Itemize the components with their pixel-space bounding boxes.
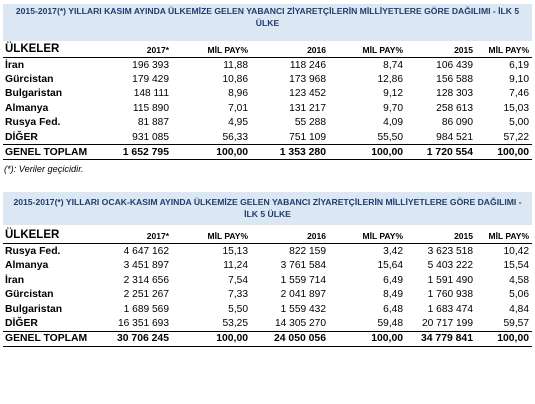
visitors-2016-cell: 1 559 714 (280, 274, 326, 286)
table2-total-row (3, 331, 532, 347)
table1 (0, 41, 535, 160)
visitors-2016-cell: 3 761 584 (280, 260, 326, 272)
visitors-2016-cell: 55 288 (294, 117, 326, 129)
col-header-2016: 2016 (307, 231, 326, 242)
share-2015-cell: 15,03 (503, 102, 529, 114)
share-2015-cell: 7,46 (509, 88, 529, 100)
visitors-2017-cell: 2 314 656 (123, 274, 169, 286)
table1-body (0, 58, 535, 144)
visitors-2015-cell: 1 591 490 (427, 274, 473, 286)
share-2017-cell: 8,96 (228, 88, 248, 100)
visitors-2015-cell: 258 613 (436, 102, 473, 114)
visitors-2016-cell: 2 041 897 (280, 289, 326, 301)
share-2015-cell: 4,58 (509, 274, 529, 286)
visitors-2017-cell: 196 393 (132, 59, 169, 71)
table1-title (3, 4, 532, 41)
total-label: GENEL TOPLAM (5, 333, 88, 345)
col-header-share-2017: MİL PAY% (207, 45, 248, 55)
visitors-2015-cell: 3 623 518 (427, 246, 473, 258)
visitors-2017-cell: 16 351 693 (118, 317, 169, 329)
share-2017-cell: 53,25 (222, 317, 248, 329)
table-row (3, 101, 532, 115)
visitors-2015-cell: 20 717 199 (422, 317, 473, 329)
country-cell: Bulgaristan (5, 88, 63, 100)
col-header-share-2017: MİL PAY% (207, 231, 248, 242)
visitors-2017-cell: 148 111 (133, 88, 169, 100)
col-header-share-2016: MİL PAY% (362, 231, 403, 242)
col-header-2017: 2017* (146, 45, 169, 55)
visitors-2015-cell: 984 521 (436, 131, 473, 143)
col-header-share-2015: MİL PAY% (488, 45, 529, 55)
table-row (3, 273, 532, 287)
visitors-2015-cell: 128 303 (436, 88, 473, 100)
table-row (3, 58, 532, 72)
share-2017-cell: 11,24 (223, 260, 248, 272)
visitors-2016-cell: 751 109 (289, 131, 326, 143)
share-2016-cell: 6,48 (383, 303, 403, 315)
table-row (3, 72, 532, 86)
share-2015-cell: 9,10 (509, 74, 529, 86)
share-2016-cell: 59,48 (377, 317, 403, 329)
visitors-2017-cell: 931 085 (132, 131, 169, 143)
country-cell: Bulgaristan (5, 303, 63, 315)
col-header-2015: 2015 (454, 231, 473, 242)
total-cell: 100,00 (216, 146, 248, 158)
table-row (3, 316, 532, 330)
share-2017-cell: 7,33 (228, 289, 248, 301)
visitors-2016-cell: 123 452 (289, 88, 326, 100)
visitors-2015-cell: 156 588 (436, 74, 473, 86)
visitors-2016-cell: 822 159 (289, 246, 326, 258)
col-header-countries: ÜLKELER (5, 229, 60, 242)
country-cell: Gürcistan (5, 289, 54, 301)
col-header-share-2016: MİL PAY% (362, 45, 403, 55)
share-2017-cell: 7,54 (228, 274, 248, 286)
visitors-2016-cell: 131 217 (289, 102, 326, 114)
table2 (0, 225, 535, 346)
country-cell: DİĞER (5, 131, 38, 143)
visitors-2015-cell: 1 683 474 (427, 303, 473, 315)
share-2015-cell: 57,22 (503, 131, 529, 143)
table2-title (3, 192, 532, 225)
total-label: GENEL TOPLAM (5, 146, 88, 158)
share-2016-cell: 3,42 (383, 246, 403, 258)
share-2015-cell: 5,06 (509, 289, 529, 301)
total-cell: 1 652 795 (122, 146, 169, 158)
table-row (3, 259, 532, 273)
table1-total-row (3, 144, 532, 160)
share-2017-cell: 5,50 (228, 303, 248, 315)
share-2017-cell: 56,33 (222, 131, 248, 143)
share-2017-cell: 11,88 (223, 59, 248, 71)
visitors-2017-cell: 3 451 897 (123, 260, 169, 272)
country-cell: Rusya Fed. (5, 117, 61, 129)
share-2016-cell: 8,49 (383, 289, 403, 301)
share-2016-cell: 6,49 (383, 274, 403, 286)
col-header-2016: 2016 (307, 45, 326, 55)
share-2015-cell: 10,42 (503, 246, 529, 258)
country-cell: İran (5, 274, 25, 286)
visitors-2016-cell: 173 968 (289, 74, 326, 86)
total-cell: 100,00 (497, 146, 529, 158)
total-cell: 1 720 554 (426, 146, 473, 158)
table2-title-text: 2015-2017(*) YILLARI OCAK-KASIM AYINDA ÜLKEMİZE GELEN YABANCI ZİYARETÇİLERİN MİLLİYETLERE GÖRE DAĞILIMI - İLK 5 ÜLKE (13, 197, 522, 220)
country-cell: DİĞER (5, 317, 38, 329)
share-2016-cell: 9,70 (383, 102, 403, 114)
table-row (3, 244, 532, 258)
visitors-2017-cell: 115 890 (132, 102, 169, 114)
table-row (3, 288, 532, 302)
share-2015-cell: 5,00 (509, 117, 529, 129)
share-2016-cell: 4,09 (383, 117, 403, 129)
table2-body (0, 244, 535, 330)
share-2015-cell: 15,54 (503, 260, 529, 272)
share-2017-cell: 10,86 (222, 74, 248, 86)
footnote: (*): Veriler geçicidir. (4, 164, 84, 175)
share-2017-cell: 7,01 (228, 102, 248, 114)
share-2016-cell: 9,12 (383, 88, 403, 100)
share-2015-cell: 59,57 (503, 317, 529, 329)
share-2016-cell: 8,74 (383, 59, 403, 71)
country-cell: Almanya (5, 260, 49, 272)
visitors-2017-cell: 2 251 267 (123, 289, 169, 301)
total-cell: 100,00 (216, 333, 248, 345)
share-2015-cell: 6,19 (509, 59, 529, 71)
visitors-2017-cell: 1 689 569 (123, 303, 169, 315)
total-cell: 24 050 056 (273, 333, 326, 345)
visitors-2015-cell: 5 403 222 (427, 260, 473, 272)
total-cell: 100,00 (371, 146, 403, 158)
country-cell: Rusya Fed. (5, 246, 61, 258)
table-row (3, 130, 532, 144)
table2-header-row (3, 225, 532, 244)
share-2017-cell: 15,13 (222, 246, 248, 258)
table-row (3, 302, 532, 316)
total-cell: 100,00 (371, 333, 403, 345)
visitors-2016-cell: 1 559 432 (280, 303, 326, 315)
country-cell: İran (5, 59, 25, 71)
table1-title-text: 2015-2017(*) YILLARI KASIM AYINDA ÜLKEMİZE GELEN YABANCI ZİYARETÇİLERİN MİLLİYETLERE GÖRE DAĞILIMI - İLK 5 ÜLKE (15, 6, 520, 28)
table-row (3, 87, 532, 101)
share-2017-cell: 4,95 (228, 117, 248, 129)
table-row (3, 116, 532, 130)
visitors-2016-cell: 118 246 (289, 59, 326, 71)
visitors-2017-cell: 4 647 162 (123, 246, 169, 258)
country-cell: Almanya (5, 102, 49, 114)
col-header-countries: ÜLKELER (5, 43, 60, 55)
country-cell: Gürcistan (5, 74, 54, 86)
total-cell: 1 353 280 (279, 146, 326, 158)
table1-header-row (3, 41, 532, 58)
visitors-2017-cell: 179 429 (132, 74, 169, 86)
col-header-2017: 2017* (146, 231, 169, 242)
visitors-2015-cell: 86 090 (441, 117, 473, 129)
col-header-2015: 2015 (454, 45, 473, 55)
visitors-2017-cell: 81 887 (137, 117, 169, 129)
share-2016-cell: 55,50 (377, 131, 403, 143)
share-2016-cell: 12,86 (377, 74, 403, 86)
share-2016-cell: 15,64 (377, 260, 403, 272)
visitors-2015-cell: 106 439 (436, 59, 473, 71)
share-2015-cell: 4,84 (509, 303, 529, 315)
total-cell: 100,00 (497, 333, 529, 345)
visitors-2016-cell: 14 305 270 (275, 317, 326, 329)
visitors-2015-cell: 1 760 938 (427, 289, 473, 301)
total-cell: 34 779 841 (420, 333, 473, 345)
col-header-share-2015: MİL PAY% (488, 231, 529, 242)
total-cell: 30 706 245 (116, 333, 169, 345)
